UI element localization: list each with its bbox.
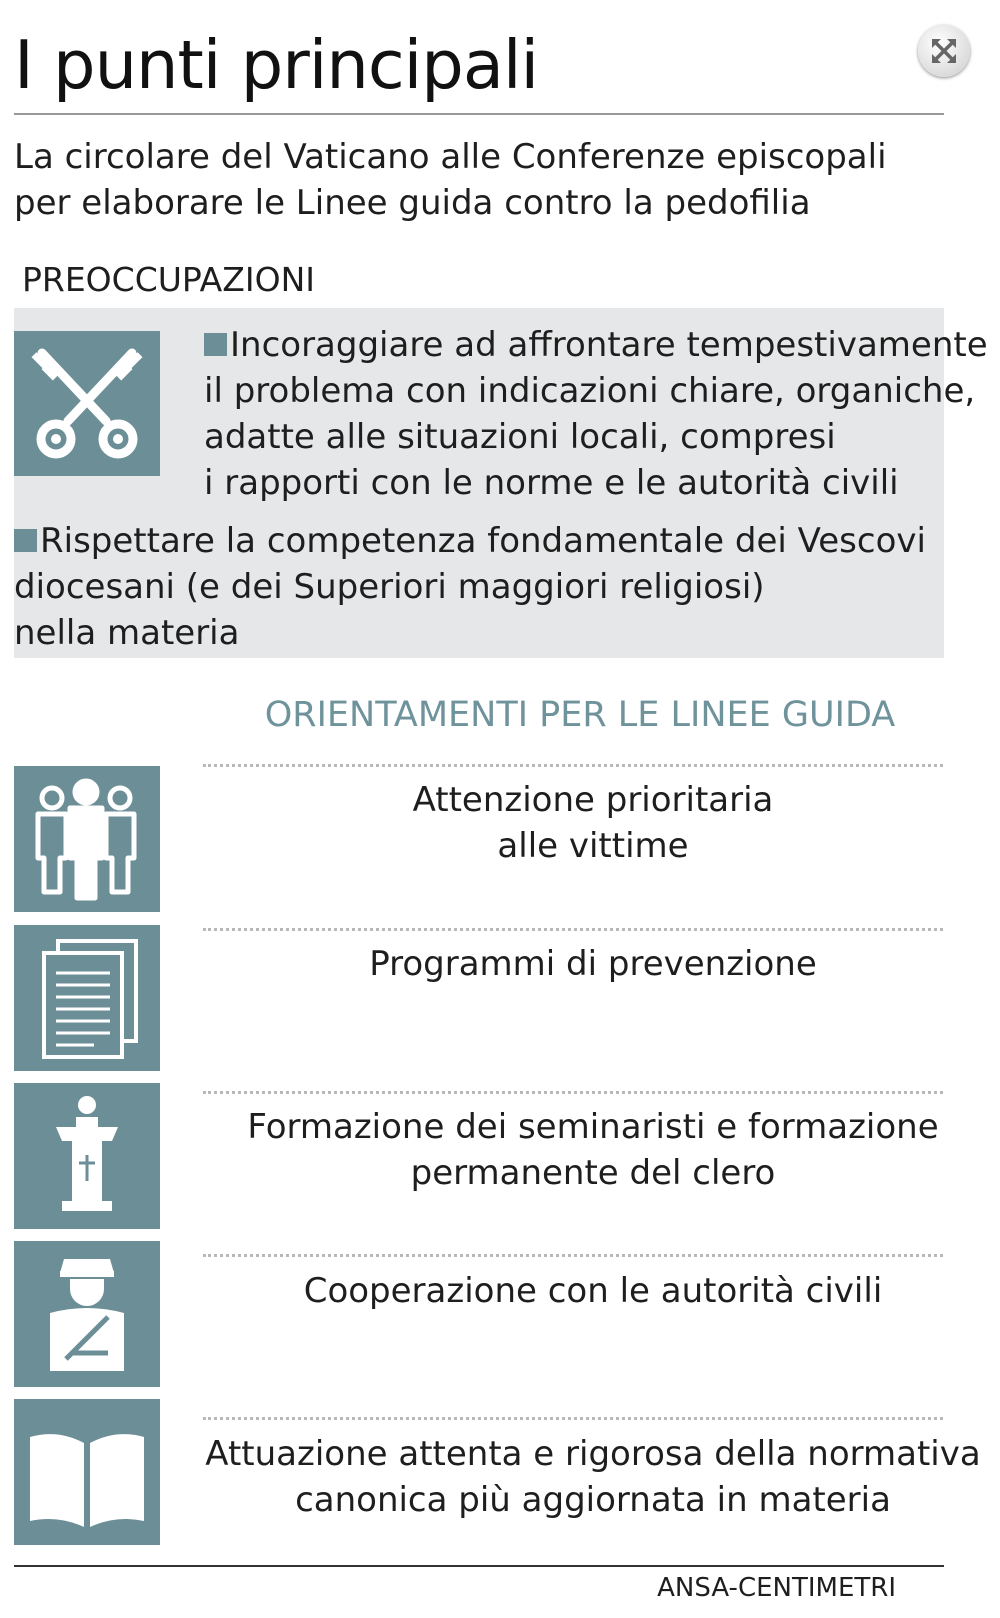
orientation-line: permanente del clero bbox=[410, 1153, 776, 1193]
orientation-line: Formazione dei seminaristi e formazione bbox=[247, 1107, 939, 1147]
source-credit: ANSA-CENTIMETRI bbox=[657, 1573, 896, 1603]
expand-icon bbox=[929, 36, 959, 66]
orientation-item-5 bbox=[203, 1431, 983, 1523]
people-icon bbox=[14, 766, 160, 912]
bullet-square-icon bbox=[14, 529, 37, 552]
concern-line: Rispettare la competenza fondamentale dei Vescovi bbox=[14, 518, 974, 564]
subtitle-line: per elaborare le Linee guida contro la pedofilia bbox=[14, 183, 811, 223]
concern-line: il problema con indicazioni chiare, organiche, bbox=[204, 371, 976, 411]
page-title: I punti principali bbox=[14, 26, 539, 104]
concern-line: diocesani (e dei Superiori maggiori religiosi) bbox=[14, 567, 765, 607]
papal-keys-icon bbox=[14, 331, 160, 476]
orientation-item-4 bbox=[203, 1268, 983, 1314]
concern-line: Incoraggiare ad affrontare tempestivamente bbox=[204, 322, 994, 368]
orientation-item-3 bbox=[203, 1104, 983, 1196]
subtitle-line: La circolare del Vaticano alle Conferenze episcopali bbox=[14, 137, 887, 177]
orientation-line: alle vittime bbox=[497, 826, 689, 866]
dotted-divider bbox=[203, 1091, 943, 1094]
dotted-divider bbox=[203, 928, 943, 931]
police-officer-icon bbox=[14, 1241, 160, 1387]
bullet-square-icon bbox=[204, 333, 227, 356]
title-divider bbox=[14, 113, 944, 115]
concern-item-1 bbox=[204, 322, 994, 506]
orientation-line: Cooperazione con le autorità civili bbox=[303, 1271, 883, 1311]
orientation-line: canonica più aggiornata in materia bbox=[295, 1480, 891, 1520]
orientation-line: Attenzione prioritaria bbox=[412, 780, 774, 820]
orientations-title: ORIENTAMENTI PER LE LINEE GUIDA bbox=[264, 695, 896, 735]
subtitle bbox=[14, 134, 954, 226]
open-book-icon bbox=[14, 1399, 160, 1545]
pulpit-icon bbox=[14, 1083, 160, 1229]
concern-line: nella materia bbox=[14, 613, 240, 653]
concern-line: i rapporti con le norme e le autorità civili bbox=[204, 463, 899, 503]
orientation-line: Attuazione attenta e rigorosa della normativa bbox=[205, 1434, 981, 1474]
concerns-label: PREOCCUPAZIONI bbox=[22, 260, 315, 299]
concern-line: adatte alle situazioni locali, compresi bbox=[204, 417, 836, 457]
concern-item-2 bbox=[14, 518, 974, 656]
close-button[interactable] bbox=[918, 25, 970, 77]
orientation-line: Programmi di prevenzione bbox=[369, 944, 817, 984]
footer-divider bbox=[14, 1565, 944, 1567]
orientation-item-1 bbox=[203, 777, 983, 869]
dotted-divider bbox=[203, 1417, 943, 1420]
dotted-divider bbox=[203, 1254, 943, 1257]
dotted-divider bbox=[203, 764, 943, 767]
orientation-item-2 bbox=[203, 941, 983, 987]
documents-icon bbox=[14, 925, 160, 1071]
